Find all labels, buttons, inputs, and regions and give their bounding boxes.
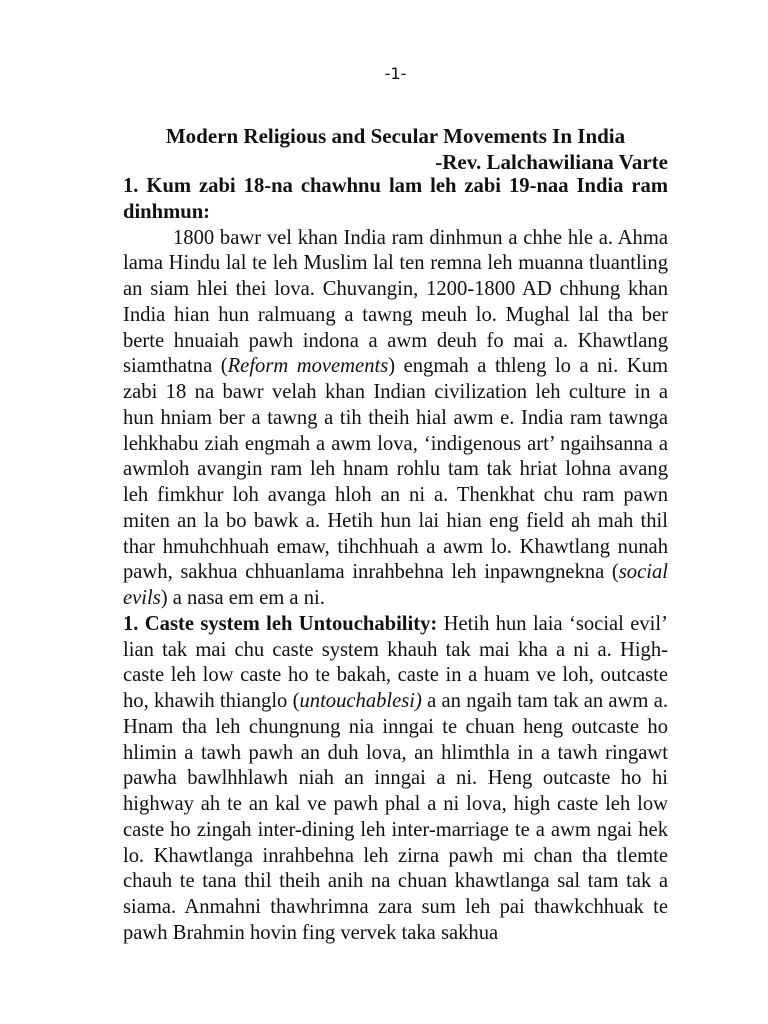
document-title: Modern Religious and Secular Movements In India bbox=[165, 124, 626, 148]
document-author: -Rev. Lalchawiliana Varte bbox=[435, 150, 668, 174]
section-heading: 1. Kum zabi 18-na chawhnu lam leh zabi 19-naa India ram dinhmun: bbox=[123, 175, 668, 223]
paragraph-text: ) a nasa em em a ni. bbox=[160, 587, 325, 609]
body-paragraph bbox=[123, 612, 668, 947]
italic-term: Reform movements bbox=[227, 355, 389, 378]
paragraph-text: ) engmah a thleng lo a ni. Kum zabi 18 na bawr velah khan Indian civilization leh culture in a hun hniam ber a tawng a tih theih hial awm e. India ram tawnga lehkhabu ziah engmah a awm lova, ‘indigenous art’ ngaihsanna a awmloh avangin ram leh hnam rohlu tam tak hriat lohna avang leh fimkhur loh avanga hloh an ni a. Thenkhat chu ram pawn miten an la bo bawk a. Hetih hun lai hian eng field ah mah thil thar hmuhchhuah emaw, tihchhuah a awm lo. Khawtlang nunah pawh, sakhua chhuanlama inrahbehna leh inpawngnekna ( bbox=[123, 355, 668, 584]
page-number: -1- bbox=[384, 64, 407, 83]
italic-term: untouchablesi) bbox=[299, 690, 422, 712]
paragraph-text: 1800 bawr vel khan India ram dinhmun a chhe hle a. Ahma lama Hindu lal te leh Muslim lal ten remna leh muanna tluantling an siam hlei thei lova. Chuvangin, 1200-1800 AD chhung khan India hian hun ralmuang a tawng meuh lo. Mughal lal tha ber berte hnuaiah pawh indona a awm deuh fo mai a. Khawtlang siamthatna ( bbox=[123, 226, 668, 378]
body-paragraph bbox=[123, 226, 668, 612]
document-body bbox=[123, 174, 668, 947]
italic-term: social evils bbox=[123, 561, 668, 609]
subsection-heading: 1. Caste system leh Untouchability: bbox=[123, 612, 438, 635]
paragraph-text: Hetih hun laia ‘social evil’ lian tak mai chu caste system khauh tak mai kha a ni a. High-caste leh low caste ho te bakah, caste in a huam ve loh, outcaste ho, khawih thianglo ( bbox=[123, 612, 668, 712]
paragraph-text: a an ngaih tam tak an awm a. Hnam tha leh chungnung nia inngai te chuan heng outcaste ho hlimin a tawh pawh an duh lova, an hlimthla in a tawh ringawt pawha bawlhhlawh niah an inngai a ni. Heng outcaste ho hi highway ah te an kal ve pawh phal a ni lova, high caste leh low caste ho zingah inter-dining leh inter-marriage te a awm ngai hek lo. Khawtlanga inrahbehna leh zirna pawh mi chan tha tlemte chauh te tana thil theih anih na chuan khawtlanga sal tam tak a siama. Anmahni thawhrimna zara sum leh pai thawkchhuak te pawh Brahmin hovin fing vervek taka sakhua bbox=[123, 690, 668, 944]
